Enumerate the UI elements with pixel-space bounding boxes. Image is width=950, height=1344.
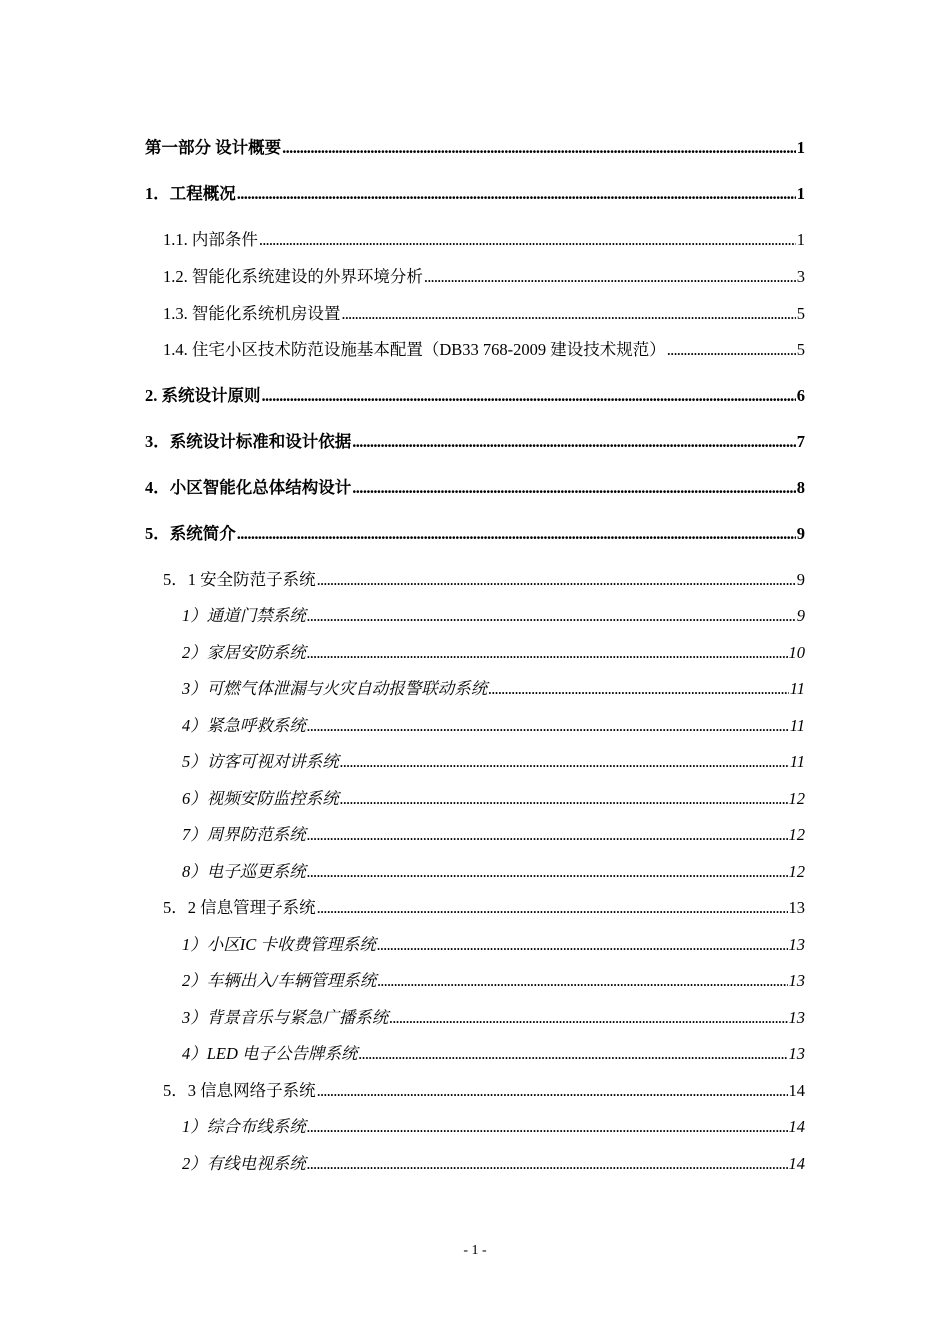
toc-entry-title: 1）综合布线系统 (182, 1117, 306, 1136)
toc-entry-page: 14 (788, 1117, 805, 1136)
toc-entry-title: 3）可燃气体泄漏与火灾自动报警联动系统 (182, 679, 488, 698)
toc-entry-title: 5．3 信息网络子系统 (163, 1081, 316, 1100)
toc-entry-1-1[interactable] (163, 228, 805, 252)
toc-entry-title: 2）家居安防系统 (182, 643, 306, 662)
toc-dot-leader (262, 384, 796, 408)
toc-entry-title: 1）小区IC 卡收费管理系统 (182, 935, 376, 954)
toc-entry-title: 1．工程概况 (145, 184, 236, 203)
toc-entry-title: 1.3. 智能化系统机房设置 (163, 304, 341, 323)
toc-dot-leader (282, 136, 796, 160)
toc-dot-leader (307, 860, 788, 884)
toc-entry-5-1-1[interactable] (182, 604, 805, 628)
toc-dot-leader (377, 933, 788, 957)
toc-entry-title: 5．系统简介 (145, 524, 236, 543)
toc-dot-leader (340, 750, 789, 774)
toc-entry-3[interactable] (145, 430, 805, 454)
toc-dot-leader (307, 1115, 788, 1139)
toc-entry-page: 7 (796, 432, 805, 451)
toc-entry-title: 2）车辆出入/车辆管理系统 (182, 971, 377, 990)
toc-entry-page: 6 (796, 386, 805, 405)
toc-entry-5-1-7[interactable] (182, 823, 805, 847)
toc-entry-title: 8）电子巡更系统 (182, 862, 306, 881)
toc-entry-1[interactable] (145, 182, 805, 206)
toc-dot-leader (307, 1152, 788, 1176)
toc-entry-page: 11 (789, 679, 805, 698)
toc-dot-leader (377, 969, 787, 993)
toc-entry-5-2[interactable] (163, 896, 805, 920)
toc-entry-page: 14 (788, 1154, 805, 1173)
toc-dot-leader (307, 714, 789, 738)
toc-entry-title: 3）背景音乐与紧急广播系统 (182, 1008, 389, 1027)
toc-entry-5-1-3[interactable] (182, 677, 805, 701)
toc-entry-5-3-1[interactable] (182, 1115, 805, 1139)
toc-entry-title: 第一部分 设计概要 (145, 138, 282, 157)
toc-entry-5-2-3[interactable] (182, 1006, 805, 1030)
toc-entry-5[interactable] (145, 522, 805, 546)
toc-entry-title: 4）紧急呼救系统 (182, 716, 306, 735)
toc-entry-1-2[interactable] (163, 265, 805, 289)
toc-entry-1-3[interactable] (163, 302, 805, 326)
toc-entry-1-4[interactable] (163, 338, 805, 362)
toc-entry-5-3-2[interactable] (182, 1152, 805, 1176)
toc-entry-page: 13 (788, 935, 805, 954)
toc-entry-5-2-2[interactable] (182, 969, 805, 993)
toc-entry-page: 12 (788, 862, 805, 881)
toc-entry-page: 14 (788, 1081, 805, 1100)
toc-entry-5-1[interactable] (163, 568, 805, 592)
toc-entry-title: 2）有线电视系统 (182, 1154, 306, 1173)
toc-entry-5-1-5[interactable] (182, 750, 805, 774)
toc-dot-leader (359, 1042, 788, 1066)
toc-entry-title: 1.4. 住宅小区技术防范设施基本配置（DB33 768-2009 建设技术规范） (163, 340, 666, 359)
toc-entry-title: 5．1 安全防范子系统 (163, 570, 316, 589)
toc-entry-page: 11 (789, 716, 805, 735)
toc-entry-5-1-8[interactable] (182, 860, 805, 884)
toc-dot-leader (237, 182, 796, 206)
page-number: - 1 - (463, 1243, 487, 1258)
toc-entry-title: 5）访客可视对讲系统 (182, 752, 339, 771)
toc-dot-leader (424, 265, 796, 289)
toc-dot-leader (317, 1079, 788, 1103)
toc-entry-page: 12 (788, 789, 805, 808)
toc-entry-page: 3 (796, 267, 805, 286)
toc-entry-title: 1.2. 智能化系统建设的外界环境分析 (163, 267, 423, 286)
toc-dot-leader (341, 302, 795, 326)
toc-entry-title: 1）通道门禁系统 (182, 606, 306, 625)
toc-dot-leader (307, 823, 788, 847)
toc-entry-title: 4．小区智能化总体结构设计 (145, 478, 352, 497)
toc-entry-page: 12 (788, 825, 805, 844)
toc-entry-5-3[interactable] (163, 1079, 805, 1103)
toc-entry-5-1-2[interactable] (182, 641, 805, 665)
toc-dot-leader (667, 338, 796, 362)
toc-entry-page: 13 (788, 1008, 805, 1027)
toc-entry-page: 5 (796, 340, 805, 359)
toc-entry-title: 3．系统设计标准和设计依据 (145, 432, 352, 451)
toc-entry-5-2-4[interactable] (182, 1042, 805, 1066)
toc-entry-title: 6）视频安防监控系统 (182, 789, 339, 808)
toc-dot-leader (352, 430, 796, 454)
toc-entry-page: 1 (796, 230, 805, 249)
toc-entry-part-one[interactable] (145, 136, 805, 160)
toc-entry-page: 9 (796, 606, 805, 625)
toc-entry-title: 4）LED 电子公告牌系统 (182, 1044, 358, 1063)
toc-entry-page: 5 (796, 304, 805, 323)
toc-dot-leader (259, 228, 796, 252)
toc-entry-5-1-4[interactable] (182, 714, 805, 738)
toc-dot-leader (317, 568, 796, 592)
toc-entry-page: 10 (788, 643, 805, 662)
toc-dot-leader (488, 677, 788, 701)
toc-entry-2[interactable] (145, 384, 805, 408)
toc-dot-leader (237, 522, 796, 546)
toc-dot-leader (389, 1006, 787, 1030)
toc-dot-leader (317, 896, 788, 920)
toc-entry-page: 13 (788, 898, 805, 917)
toc-entry-title: 5．2 信息管理子系统 (163, 898, 316, 917)
toc-dot-leader (340, 787, 788, 811)
toc-entry-page: 1 (796, 138, 805, 157)
toc-dot-leader (307, 641, 788, 665)
toc-dot-leader (307, 604, 796, 628)
toc-entry-page: 9 (796, 570, 805, 589)
toc-entry-page: 8 (796, 478, 805, 497)
toc-entry-page: 11 (789, 752, 805, 771)
toc-entry-title: 2. 系统设计原则 (145, 386, 261, 405)
toc-entry-page: 9 (796, 524, 805, 543)
toc-entry-5-2-1[interactable] (182, 933, 805, 957)
toc-entry-title: 7）周界防范系统 (182, 825, 306, 844)
toc-entry-page: 13 (788, 1044, 805, 1063)
toc-entry-page: 1 (796, 184, 805, 203)
toc-entry-4[interactable] (145, 476, 805, 500)
toc-entry-title: 1.1. 内部条件 (163, 230, 258, 249)
toc-entry-page: 13 (788, 971, 805, 990)
toc-entry-5-1-6[interactable] (182, 787, 805, 811)
toc-dot-leader (352, 476, 796, 500)
